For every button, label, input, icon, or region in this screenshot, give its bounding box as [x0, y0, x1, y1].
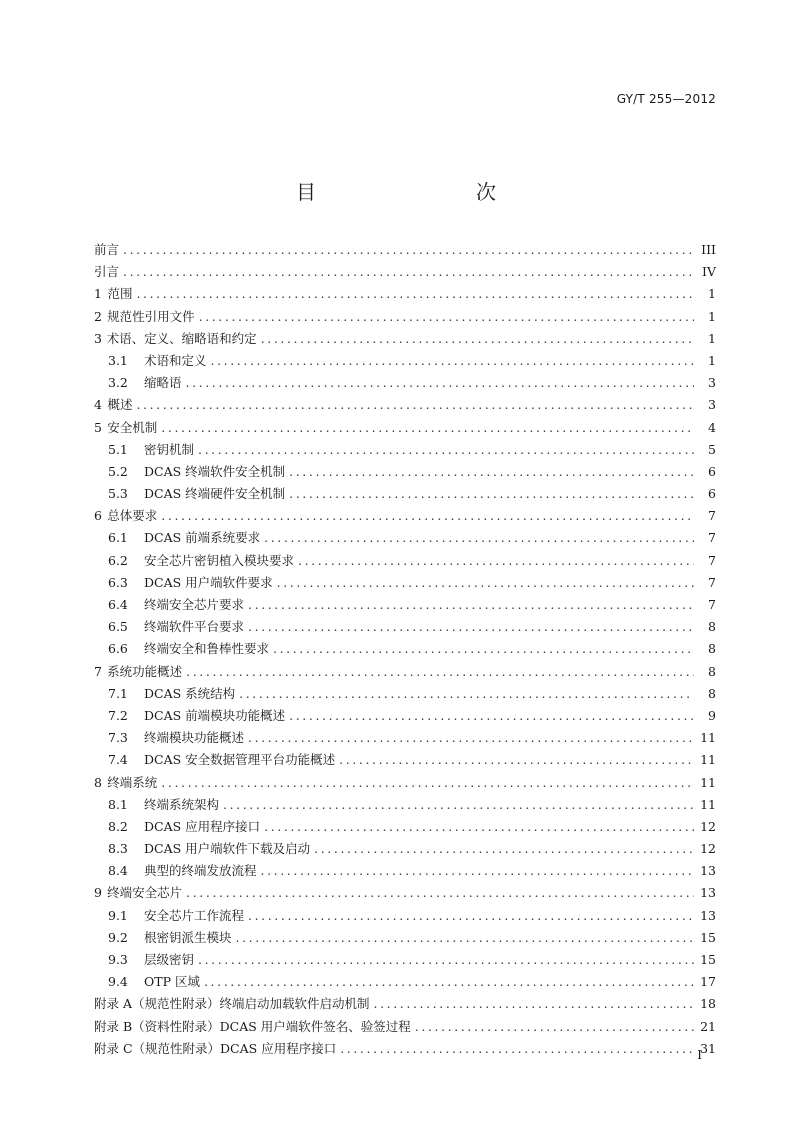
toc-entry-page: 7 — [708, 530, 716, 546]
toc-entry-title: DCAS 前端系统要求 — [144, 530, 261, 546]
toc-dot-leader — [248, 597, 694, 612]
toc-entry[interactable] — [94, 595, 716, 617]
toc-entry-page: 11 — [700, 774, 716, 790]
toc-entry-page: 11 — [700, 796, 716, 812]
toc-entry-title: 安全芯片密钥植入模块要求 — [144, 552, 295, 568]
toc-entry-title: 缩略语 — [144, 375, 182, 391]
toc-entry[interactable] — [94, 528, 716, 550]
toc-entry-page: 5 — [708, 441, 716, 457]
toc-entry-title: 终端系统架构 — [144, 796, 220, 812]
toc-entry-title: 典型的终端发放流程 — [144, 863, 257, 879]
toc-entry-title: 附录 B（资料性附录）DCAS 用户端软件签名、验签过程 — [94, 1018, 411, 1034]
toc-entry-number: 3.2 — [108, 375, 128, 391]
toc-entry-title: DCAS 用户端软件下载及启动 — [144, 841, 311, 857]
toc-entry-number: 7.1 — [108, 685, 128, 701]
toc-entry-page: 13 — [700, 907, 716, 923]
toc-entry-page: IV — [702, 264, 716, 280]
toc-dot-leader — [136, 397, 694, 412]
toc-dot-leader — [289, 464, 694, 479]
toc-entry-number: 8.1 — [108, 796, 128, 812]
toc-entry-number: 1 — [94, 286, 102, 302]
toc-entry[interactable] — [94, 728, 716, 750]
toc-entry-page: 8 — [708, 685, 716, 701]
toc-dot-leader — [339, 752, 694, 767]
toc-entry[interactable] — [94, 994, 716, 1016]
toc-entry-title: 安全机制 — [107, 419, 158, 435]
toc-entry[interactable] — [94, 284, 716, 306]
toc-dot-leader — [264, 819, 694, 834]
toc-dot-leader — [199, 309, 694, 324]
toc-entry[interactable] — [94, 773, 716, 795]
toc-entry-page: 12 — [700, 818, 716, 834]
toc-entry-title: 范围 — [107, 286, 133, 302]
toc-entry-number: 3 — [94, 330, 102, 346]
toc-dot-leader — [289, 486, 694, 501]
toc-entry-page: 4 — [708, 419, 716, 435]
toc-entry-title: 终端安全和鲁棒性要求 — [144, 641, 270, 657]
toc-entry-page: 11 — [700, 752, 716, 768]
toc-entry[interactable] — [94, 351, 716, 373]
toc-dot-leader — [123, 242, 694, 257]
toc-entry-page: 7 — [708, 552, 716, 568]
standard-code: GY/T 255—2012 — [616, 92, 716, 106]
toc-entry-number: 9.4 — [108, 974, 128, 990]
toc-entry-number: 9.3 — [108, 952, 128, 967]
toc-entry-number: 6.5 — [108, 619, 128, 635]
toc-entry[interactable] — [94, 506, 716, 528]
toc-dot-leader — [314, 841, 694, 856]
toc-dot-leader — [204, 974, 694, 989]
toc-entry-title: 终端软件平台要求 — [144, 619, 245, 635]
toc-entry-title: DCAS 前端模块功能概述 — [144, 707, 286, 723]
toc-entry[interactable] — [94, 418, 716, 440]
toc-dot-leader — [186, 375, 694, 390]
toc-entry-number: 8.4 — [108, 863, 128, 879]
toc-dot-leader — [374, 996, 694, 1011]
toc-entry-number: 7.2 — [108, 707, 128, 723]
toc-entry-title: 规范性引用文件 — [107, 308, 195, 324]
toc-title: 目 次 — [296, 180, 536, 204]
toc-entry-page: 1 — [708, 308, 716, 324]
toc-entry-page: 1 — [708, 330, 716, 346]
toc-entry[interactable] — [94, 639, 716, 661]
toc-entry-title: DCAS 安全数据管理平台功能概述 — [144, 752, 336, 768]
toc-entry-title: 附录 A（规范性附录）终端启动加载软件启动机制 — [94, 996, 370, 1012]
toc-dot-leader — [186, 664, 694, 679]
toc-entry-number: 9.2 — [108, 929, 128, 945]
toc-entry-page: 8 — [708, 663, 716, 679]
toc-entry-page: 12 — [700, 841, 716, 857]
toc-dot-leader — [298, 553, 694, 568]
toc-entry-page: 17 — [700, 974, 716, 990]
toc-entry-number: 9.1 — [108, 907, 128, 923]
toc-entry[interactable] — [94, 395, 716, 417]
toc-dot-leader — [264, 530, 694, 545]
toc-dot-leader — [239, 686, 694, 701]
toc-dot-leader — [123, 264, 694, 279]
toc-entry[interactable] — [94, 706, 716, 728]
toc-entry-title: DCAS 终端软件安全机制 — [144, 463, 286, 479]
toc-entry-page: 7 — [708, 597, 716, 612]
toc-entry[interactable] — [94, 839, 716, 861]
toc-entry-title: 安全芯片工作流程 — [144, 907, 245, 923]
toc-entry-title: 系统功能概述 — [107, 663, 183, 679]
toc-entry-page: 13 — [700, 863, 716, 879]
toc-entry-page: 6 — [708, 463, 716, 479]
toc-entry-page: 7 — [708, 574, 716, 590]
toc-entry-page: 18 — [700, 996, 716, 1012]
toc-entry-page: III — [701, 242, 716, 257]
toc-entry-title: 根密钥派生模块 — [144, 929, 232, 945]
toc-entry[interactable] — [94, 262, 716, 284]
toc-entry-page: 11 — [700, 730, 716, 746]
toc-dot-leader — [136, 286, 694, 301]
toc-entry-page: 9 — [708, 707, 716, 723]
toc-dot-leader — [161, 775, 694, 790]
toc-dot-leader — [198, 442, 694, 457]
toc-entry[interactable] — [94, 307, 716, 329]
toc-entry-title: 总体要求 — [107, 508, 158, 524]
toc-entry-number: 5 — [94, 419, 102, 435]
toc-entry-title: 终端安全芯片 — [107, 885, 183, 901]
toc-entry-title: DCAS 终端硬件安全机制 — [144, 486, 286, 502]
toc-dot-leader — [236, 930, 694, 945]
toc-dot-leader — [161, 420, 694, 435]
toc-entry[interactable] — [94, 1017, 716, 1039]
toc-dot-leader — [248, 619, 694, 634]
toc-entry-number: 7 — [94, 663, 102, 679]
toc-entry-title: OTP 区域 — [144, 974, 200, 990]
toc-entry-number: 7.3 — [108, 730, 128, 746]
toc-entry-number: 5.1 — [108, 441, 128, 457]
toc-entry-page: 8 — [708, 641, 716, 657]
toc-dot-leader — [223, 797, 694, 812]
toc-entry-title: DCAS 应用程序接口 — [144, 818, 261, 834]
toc-dot-leader — [198, 952, 694, 967]
toc-entry[interactable] — [94, 329, 716, 351]
toc-entry-number: 2 — [94, 308, 102, 324]
toc-entry[interactable] — [94, 484, 716, 506]
toc-entry[interactable] — [94, 617, 716, 639]
toc-entry[interactable] — [94, 950, 716, 972]
toc-dot-leader — [277, 575, 694, 590]
toc-entry-page: 3 — [708, 397, 716, 413]
toc-entry-page: 7 — [708, 508, 716, 524]
toc-dot-leader — [161, 508, 694, 523]
toc-entry[interactable] — [94, 861, 716, 883]
toc-entry[interactable] — [94, 551, 716, 573]
toc-entry[interactable] — [94, 684, 716, 706]
toc-entry[interactable] — [94, 795, 716, 817]
toc-entry-number: 6.3 — [108, 574, 128, 590]
toc-entry[interactable] — [94, 573, 716, 595]
toc-entry-title: 终端模块功能概述 — [144, 730, 245, 746]
toc-entry-title: DCAS 用户端软件要求 — [144, 574, 273, 590]
toc-entry-title: 终端安全芯片要求 — [144, 597, 245, 612]
toc-entry[interactable] — [94, 906, 716, 928]
toc-entry-page: 3 — [708, 375, 716, 391]
toc-entry[interactable] — [94, 817, 716, 839]
toc-entry-title: 附录 C（规范性附录）DCAS 应用程序接口 — [94, 1040, 337, 1056]
toc-entry-title: DCAS 系统结构 — [144, 685, 236, 701]
toc-entry-number: 6.2 — [108, 552, 128, 568]
toc-entry[interactable] — [94, 928, 716, 950]
toc-entry-number: 8.3 — [108, 841, 128, 857]
toc-entry-page: 8 — [708, 619, 716, 635]
toc-dot-leader — [248, 730, 694, 745]
toc-entry[interactable] — [94, 373, 716, 395]
toc-entry[interactable] — [94, 662, 716, 684]
toc-entry-page: 1 — [708, 352, 716, 368]
toc-entry-page: 6 — [708, 486, 716, 502]
toc-dot-leader — [289, 708, 694, 723]
toc-entry-number: 6.6 — [108, 641, 128, 657]
toc-entry-number: 3.1 — [108, 352, 128, 368]
toc-entry[interactable] — [94, 750, 716, 772]
toc-entry-title: 终端系统 — [107, 774, 158, 790]
toc-dot-leader — [186, 885, 694, 900]
toc-entry-title: 密钥机制 — [144, 441, 195, 457]
toc-entry-page: 15 — [700, 952, 716, 967]
toc-dot-leader — [273, 641, 694, 656]
toc-entry-title: 概述 — [107, 397, 133, 413]
toc-list — [94, 240, 716, 1061]
toc-entry-number: 9 — [94, 885, 102, 901]
toc-dot-leader — [211, 353, 694, 368]
toc-dot-leader — [261, 863, 694, 878]
toc-entry[interactable] — [94, 883, 716, 905]
toc-entry[interactable] — [94, 240, 716, 262]
toc-entry-number: 7.4 — [108, 752, 128, 768]
toc-entry-number: 4 — [94, 397, 102, 413]
toc-entry-number: 6.1 — [108, 530, 128, 546]
toc-entry[interactable] — [94, 462, 716, 484]
toc-entry-title: 术语和定义 — [144, 352, 207, 368]
toc-dot-leader — [261, 331, 694, 346]
toc-entry-page: 13 — [700, 885, 716, 901]
toc-entry[interactable] — [94, 440, 716, 462]
toc-entry-title: 术语、定义、缩略语和约定 — [106, 330, 257, 346]
toc-dot-leader — [415, 1019, 694, 1034]
toc-entry-title: 层级密钥 — [144, 952, 195, 967]
toc-entry-page: 31 — [700, 1040, 716, 1056]
toc-entry-number: 6 — [94, 508, 102, 524]
toc-entry-page: 1 — [708, 286, 716, 302]
toc-entry-number: 5.2 — [108, 463, 128, 479]
toc-entry-title: 引言 — [94, 264, 120, 280]
toc-entry-number: 8.2 — [108, 818, 128, 834]
toc-entry-page: 15 — [700, 929, 716, 945]
toc-dot-leader — [248, 908, 694, 923]
toc-entry-number: 8 — [94, 774, 102, 790]
page-number: I — [697, 1048, 702, 1062]
toc-entry[interactable] — [94, 972, 716, 994]
toc-entry-title: 前言 — [94, 242, 120, 257]
toc-entry-page: 21 — [700, 1018, 716, 1034]
toc-entry-number: 5.3 — [108, 486, 128, 502]
toc-entry-number: 6.4 — [108, 597, 128, 612]
